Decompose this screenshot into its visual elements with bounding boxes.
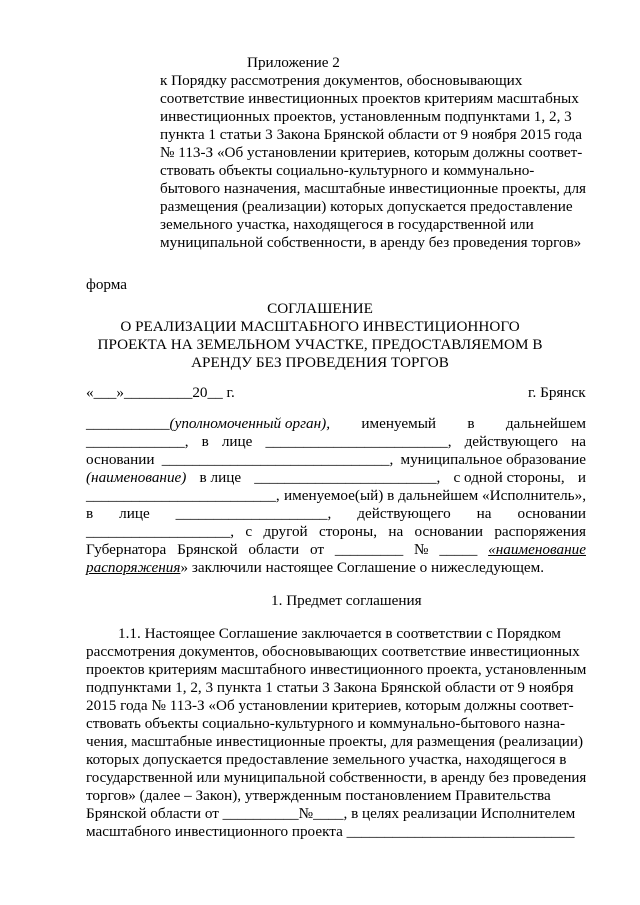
word: действующего: [357, 505, 451, 522]
appendix-line: размещения (реализации) которых допускается предоставление: [160, 198, 573, 215]
word: №: [414, 541, 429, 558]
word: дальнейшем: [505, 415, 586, 432]
word: действующего: [464, 433, 559, 450]
paragraph-line: государственной или муниципальной собственности, в аренду без проведения: [86, 769, 587, 786]
paragraph-line: [118, 625, 586, 643]
blank-field: ______________________________,: [161, 451, 394, 468]
form-label: форма: [86, 276, 128, 293]
text: 1.1. Настоящее Соглашение заключается в соответствии с Порядком: [118, 625, 561, 642]
appendix-line: инвестиционных проектов, установленным подпунктами 1, 2, 3: [160, 108, 572, 125]
appendix-line: № 113-З «Об установлении критериев, которым должны соответ-: [160, 144, 583, 161]
word: именуемый: [361, 415, 437, 432]
blank-field: ___________: [86, 415, 170, 432]
parties-line: [86, 451, 586, 469]
word: стороны,: [318, 523, 378, 540]
order-name-placeholder: распоряжения: [86, 559, 181, 576]
word: основании: [86, 451, 155, 468]
word: именуемое(ый) в дальнейшем «Исполнитель»,: [284, 487, 586, 504]
blank-field: ___________________,: [86, 523, 235, 540]
word: в лице: [199, 469, 242, 486]
paragraph-line: чения, масштабные инвестиционные проекты, для размещения (реализации): [86, 733, 584, 750]
date-field: «___»_________20__ г.: [86, 384, 235, 401]
word: с: [245, 523, 253, 540]
blank-field: _____: [439, 541, 478, 558]
appendix-line: ствовать объекты социально-культурного и коммунально-: [160, 162, 535, 179]
appendix-title: Приложение 2: [247, 54, 340, 71]
word: в: [467, 415, 475, 432]
paragraph-line: подпунктами 1, 2, 3 пункта 1 статьи 3 Закона Брянской области от 9 ноября: [86, 679, 574, 696]
appendix-line: пункта 1 статьи 3 Закона Брянской области от 9 ноября 2015 года: [160, 126, 583, 143]
parties-line: [86, 541, 586, 559]
order-name-placeholder: «наименование: [488, 541, 586, 558]
paragraph-line: 2015 года № 113-З «Об установлении критериев, которым должны соответ-: [86, 697, 574, 714]
word: лице: [119, 505, 150, 522]
word: от: [310, 541, 325, 558]
word: на: [388, 523, 404, 540]
word: основании: [517, 505, 586, 522]
word: другой: [263, 523, 308, 540]
appendix-line: муниципальной собственности, в аренду без проведения торгов»: [160, 234, 582, 251]
blank-field: _________________________,: [86, 487, 280, 504]
word: в: [86, 505, 94, 522]
parties-line: [86, 505, 586, 523]
word: Брянской: [177, 541, 238, 558]
paragraph-line: ствовать объекты социально-культурного и коммунально-бытового назна-: [86, 715, 566, 732]
paragraph-line: которых допускается предоставление земельного участка, находящегося в: [86, 751, 567, 768]
blank-field: ____________________,: [175, 505, 332, 522]
parties-line: [86, 523, 586, 541]
word: Губернатора: [86, 541, 167, 558]
parties-line: [86, 433, 586, 451]
paragraph-line: рассмотрения документов, обосновывающих соответствие инвестиционных: [86, 643, 580, 660]
name-placeholder: (наименование): [86, 469, 187, 486]
authority-placeholder: (уполномоченный орган),: [169, 415, 331, 432]
paragraph-line: проектов критериям масштабного инвестиционного проекта, установленным: [86, 661, 587, 678]
parties-line: [86, 415, 586, 433]
parties-line: [86, 559, 544, 577]
paragraph-line: Брянской области от __________№____, в целях реализации Исполнителем: [86, 805, 576, 822]
agreement-title: СОГЛАШЕНИЕ: [267, 300, 373, 317]
paragraph-line: торгов» (далее – Закон), утвержденным постановлением Правительства: [86, 787, 551, 804]
word: » заключили настоящее Соглашение о нижеследующем.: [180, 559, 545, 576]
word: на: [476, 505, 492, 522]
word: с одной стороны,: [453, 469, 565, 486]
paragraph-line: масштабного инвестиционного проекта ______________________________: [86, 823, 575, 840]
agreement-subtitle-line: АРЕНДУ БЕЗ ПРОВЕДЕНИЯ ТОРГОВ: [191, 354, 449, 371]
section-heading: 1. Предмет соглашения: [271, 592, 422, 609]
appendix-line: к Порядку рассмотрения документов, обосновывающих: [160, 72, 523, 89]
word: в: [201, 433, 209, 450]
agreement-subtitle-line: ПРОЕКТА НА ЗЕМЕЛЬНОМ УЧАСТКЕ, ПРЕДОСТАВЛЯЕМОМ В: [97, 336, 543, 353]
parties-line: [86, 487, 586, 505]
word: области: [248, 541, 300, 558]
blank-field: _________: [334, 541, 404, 558]
appendix-line: бытового назначения, масштабные инвестиционные проекты, для: [160, 180, 587, 197]
word: на: [571, 433, 586, 450]
word: основании: [414, 523, 484, 540]
blank-field: ________________________,: [254, 469, 441, 486]
word: и: [577, 469, 586, 486]
parties-line: [86, 469, 586, 487]
word: распоряжения: [494, 523, 586, 540]
word: лице: [221, 433, 253, 450]
blank-field: ________________________,: [265, 433, 452, 450]
appendix-line: соответствие инвестиционных проектов критериям масштабных: [160, 90, 579, 107]
city-name: г. Брянск: [528, 384, 586, 401]
appendix-line: земельного участка, находящегося в государственной или: [160, 216, 534, 233]
agreement-subtitle-line: О РЕАЛИЗАЦИИ МАСШТАБНОГО ИНВЕСТИЦИОННОГО: [120, 318, 520, 335]
word: муниципальное образование: [400, 451, 586, 468]
blank-field: _____________,: [86, 433, 189, 450]
